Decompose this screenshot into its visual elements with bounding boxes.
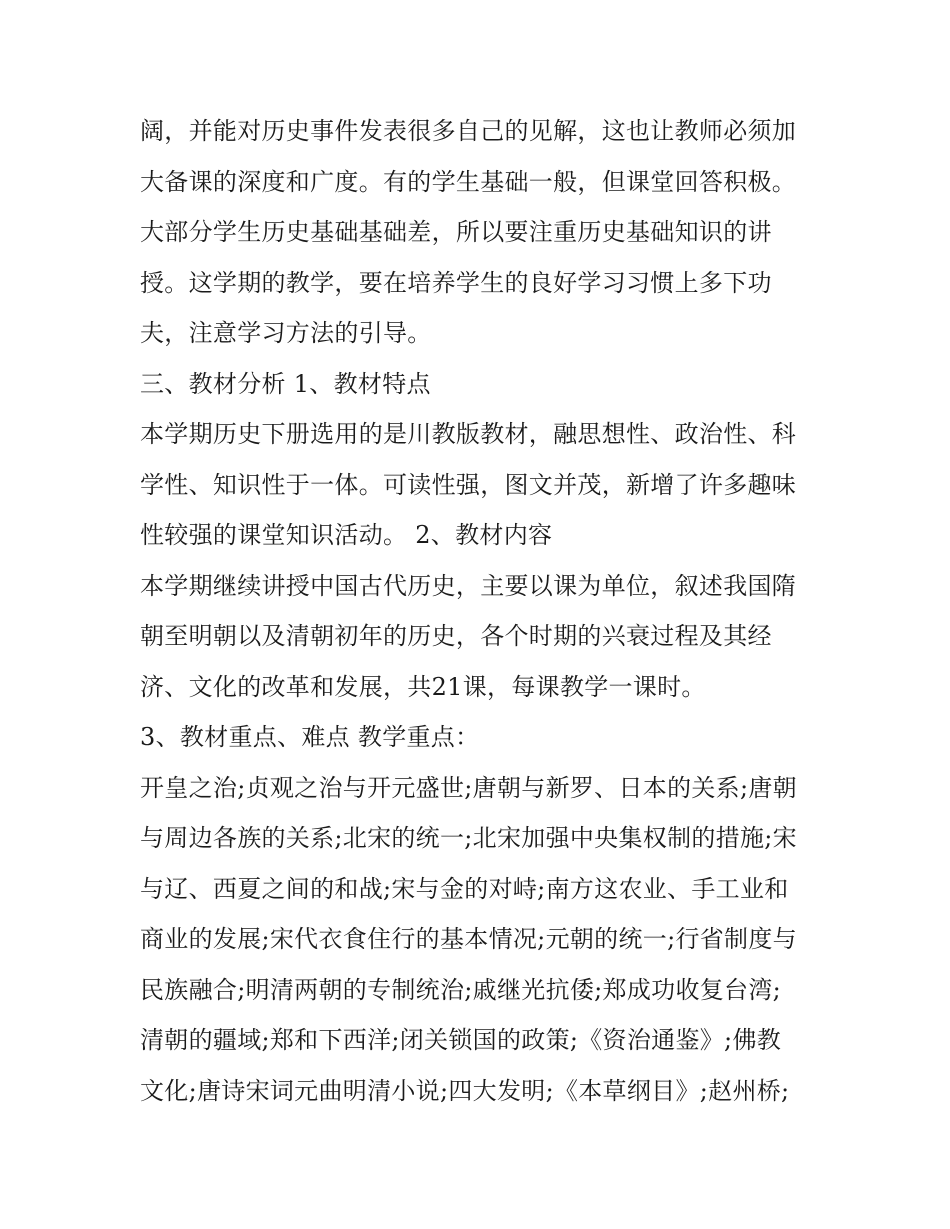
text-line: 文化;唐诗宋词元曲明清小说;四大发明;《本草纲目》;赵州桥;: [140, 1076, 790, 1105]
text-line: 济、文化的改革和发展，共21课，每课教学一课时。: [140, 672, 706, 701]
subsection-heading: 3、教材重点、难点 教学重点：: [140, 723, 480, 751]
document-body: [140, 106, 820, 1116]
text-line: 清朝的疆域;郑和下西洋;闭关锁国的政策;《资治通鉴》;佛教: [140, 1026, 782, 1054]
text-line: 大备课的深度和广度。有的学生基础一般，但课堂回答积极。: [140, 167, 797, 196]
section-heading: 三、教材分析 1、教材特点: [140, 369, 431, 398]
text-line: 与辽、西夏之间的和战;宋与金的对峙;南方这农业、手工业和: [140, 874, 789, 903]
text-line: 商业的发展;宋代衣食住行的基本情况;元朝的统一;行省制度与: [140, 925, 797, 953]
text-line: 本学期继续讲授中国古代历史，主要以课为单位，叙述我国隋: [140, 571, 797, 600]
text-line: 民族融合;明清两朝的专制统治;戚继光抗倭;郑成功收复台湾;: [140, 975, 782, 1004]
text-line: 开皇之治;贞观之治与开元盛世;唐朝与新罗、日本的关系;唐朝: [140, 773, 797, 802]
text-line: 夫，注意学习方法的引导。: [140, 319, 432, 347]
text-line: 学性、知识性于一体。可读性强，图文并茂，新增了许多趣味: [140, 470, 797, 499]
text-line: 本学期历史下册选用的是川教版教材，融思想性、政治性、科: [140, 420, 797, 448]
text-line: 朝至明朝以及清朝初年的历史，各个时期的兴衰过程及其经: [140, 622, 772, 650]
text-line: 授。这学期的教学，要在培养学生的良好学习习惯上多下功: [140, 268, 772, 297]
text-line: 大部分学生历史基础基础差，所以要注重历史基础知识的讲: [140, 218, 772, 246]
text-line: 阔，并能对历史事件发表很多自己的见解，这也让教师必须加: [140, 117, 797, 145]
text-line: 与周边各族的关系;北宋的统一;北宋加强中央集权制的措施;宋: [140, 824, 797, 852]
text-line: 性较强的课堂知识活动。 2、教材内容: [140, 521, 553, 549]
